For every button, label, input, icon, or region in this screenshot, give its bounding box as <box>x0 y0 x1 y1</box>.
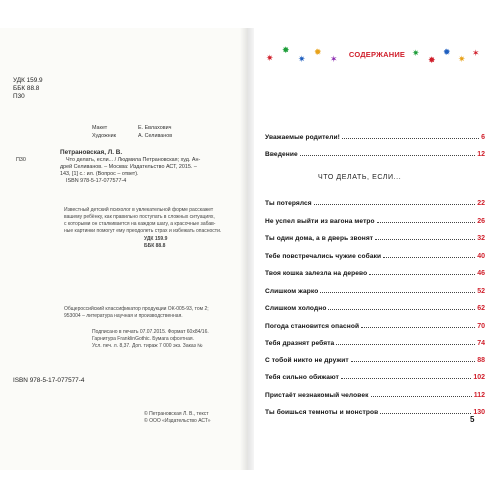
okp-line: Общероссийский классификатор продукции ОК-005-93, том 2; <box>64 306 209 312</box>
star-icon: ✷ <box>298 54 306 64</box>
toc-entry[interactable] <box>265 250 485 260</box>
copyright-line: © Петрановская Л. В., текст <box>144 411 209 417</box>
toc-entry[interactable] <box>265 285 485 295</box>
leader-dots <box>336 343 475 345</box>
toc-entry-page: 22 <box>477 200 485 207</box>
leader-dots <box>320 291 475 293</box>
toc-entry[interactable] <box>265 389 485 399</box>
isbn <box>13 377 84 385</box>
biblio-line: дрей Селиванов. – Москва: Издательство АСТ, 2015. – <box>60 164 197 170</box>
classification-codes <box>13 77 43 101</box>
toc-entry-label: Твоя кошка залезла на дерево <box>265 270 368 277</box>
toc-entry-label: Тебя сильно обижают <box>265 374 339 381</box>
leader-dots <box>369 273 475 275</box>
biblio-line: 143, [1] с.: ил. (Вопрос – ответ). <box>60 171 139 177</box>
bbk-code: ББК 88.8 <box>13 85 40 92</box>
leader-dots <box>380 412 471 414</box>
leader-dots <box>328 308 475 310</box>
toc-entry-page: 52 <box>477 288 485 295</box>
leader-dots <box>341 377 471 379</box>
toc-entry-label: Не успел выйти из вагона метро <box>265 218 375 225</box>
leader-dots <box>300 154 475 156</box>
toc-entry-label: Ты один дома, а в дверь звонят <box>265 235 374 242</box>
toc-entry[interactable] <box>265 131 485 141</box>
leader-dots <box>375 238 475 240</box>
leader-dots <box>351 360 476 362</box>
credits <box>92 125 172 140</box>
author-sign: П30 <box>13 93 25 100</box>
toc-entry-label: Ты боишься темноты и монстров <box>265 409 379 416</box>
copyright <box>144 411 211 425</box>
toc-entry-page: 70 <box>477 323 485 330</box>
leader-dots <box>371 395 472 397</box>
toc-entry[interactable] <box>265 232 485 242</box>
book-gutter <box>240 28 254 470</box>
toc-entry-label: Тебе повстречались чужие собаки <box>265 253 382 260</box>
star-icon: ✶ <box>330 54 338 64</box>
star-icon: ✹ <box>443 47 451 57</box>
toc-entry-page: 130 <box>473 409 485 416</box>
credit-name: А. Селиванов <box>138 133 173 139</box>
toc-entry-page: 26 <box>477 218 485 225</box>
contents-page <box>250 28 500 470</box>
annotation-line: Известный детский психолог в увлекательной форме расскажет <box>64 207 214 213</box>
credit-name: Е. Евлахович <box>138 125 172 131</box>
toc-entry[interactable] <box>265 406 485 416</box>
toc-entry-label: Слишком холодно <box>265 305 327 312</box>
copyright-line: © ООО «Издательство АСТ» <box>144 418 211 424</box>
toc-entry-page: 32 <box>477 235 485 242</box>
toc-entry-page: 88 <box>477 357 485 364</box>
biblio-code: П30 <box>16 157 26 163</box>
toc-entry[interactable] <box>265 267 485 277</box>
toc-entry[interactable] <box>265 371 485 381</box>
leader-dots <box>377 221 476 223</box>
okp-classifier <box>64 306 209 320</box>
annotation-line: вашему ребёнку, как правильно поступать в сложных ситуациях, <box>64 214 215 220</box>
toc-header <box>262 45 482 65</box>
toc-entry-page: 12 <box>477 151 485 158</box>
toc-entry[interactable] <box>265 197 485 207</box>
toc-entry-label: Ты потерялся <box>265 200 312 207</box>
star-icon: ✹ <box>314 47 322 57</box>
biblio-line: Что делать, если... / Людмила Петрановская; худ. Ан- <box>66 157 201 163</box>
leader-dots <box>383 256 475 258</box>
star-icon: ✷ <box>458 54 466 64</box>
okp-line: 953004 – литература научная и производственная. <box>64 313 183 319</box>
page-number: 5 <box>470 415 475 424</box>
toc-entry[interactable] <box>265 320 485 330</box>
toc-entry-label: Погода становится опасной <box>265 323 360 330</box>
biblio-author: Петрановская, Л. В. <box>60 149 123 156</box>
leader-dots <box>314 203 475 205</box>
toc-entry-label: С тобой никто не дружит <box>265 357 349 364</box>
toc-entry-page: 46 <box>477 270 485 277</box>
printing-line: Гарнитура FranklinGothic. Бумага офсетная. <box>92 336 194 342</box>
star-icon: ✷ <box>266 53 274 63</box>
toc-entry-label: Введение <box>265 151 298 158</box>
star-icon: ✸ <box>428 55 436 65</box>
toc-entry-label: Тебя дразнят ребята <box>265 340 335 347</box>
printing-line: Усл. печ. л. 8,37. Доп. тираж 7 000 экз. Заказ № <box>92 343 203 349</box>
udc-code: УДК 159.9 <box>13 77 43 84</box>
printing-info <box>92 329 209 350</box>
credit-role: Макет <box>92 125 108 131</box>
toc-entry-page: 6 <box>481 134 485 141</box>
star-icon: ✶ <box>472 48 480 58</box>
toc-entry[interactable] <box>265 302 485 312</box>
annotation-line: ные картинки помогут ему преодолеть страх и избежать опасности. <box>64 228 222 234</box>
isbn-number: ISBN 978-5-17-077577-4 <box>13 377 85 384</box>
annotation-line: с которыми он сталкивается на каждом шагу, а красочные забав- <box>64 221 216 227</box>
toc-entry-page: 62 <box>477 305 485 312</box>
toc-entry-label: Слишком жарко <box>265 288 319 295</box>
star-icon: ✸ <box>282 45 290 55</box>
printing-line: Подписано в печать 07.07.2015. Формат 60х84/16. <box>92 329 209 335</box>
annotation <box>64 207 221 250</box>
toc-entry-label: Пристаёт незнакомый человек <box>265 392 369 399</box>
toc-entry[interactable] <box>265 148 485 158</box>
toc-entry-label: Уважаемые родители! <box>265 134 340 141</box>
leader-dots <box>342 137 479 139</box>
udc-repeat: УДК 159.9 <box>144 236 168 242</box>
section-label: ЧТО ДЕЛАТЬ, ЕСЛИ... <box>318 174 402 181</box>
toc-entry[interactable] <box>265 215 485 225</box>
star-icon: ✷ <box>412 48 420 58</box>
toc-entry[interactable] <box>265 354 485 364</box>
leader-dots <box>361 326 475 328</box>
toc-entry-page: 112 <box>473 392 485 399</box>
toc-entry-page: 40 <box>477 253 485 260</box>
biblio-isbn: ISBN 978-5-17-077577-4 <box>66 178 127 184</box>
credit-role: Художник <box>92 133 117 139</box>
bbk-repeat: ББК 88.8 <box>144 243 166 249</box>
toc-entry-page: 74 <box>477 340 485 347</box>
toc-entry-page: 102 <box>473 374 485 381</box>
toc-entry[interactable] <box>265 337 485 347</box>
toc-title: СОДЕРЖАНИЕ <box>348 50 406 59</box>
bibliographic-record <box>16 149 201 185</box>
